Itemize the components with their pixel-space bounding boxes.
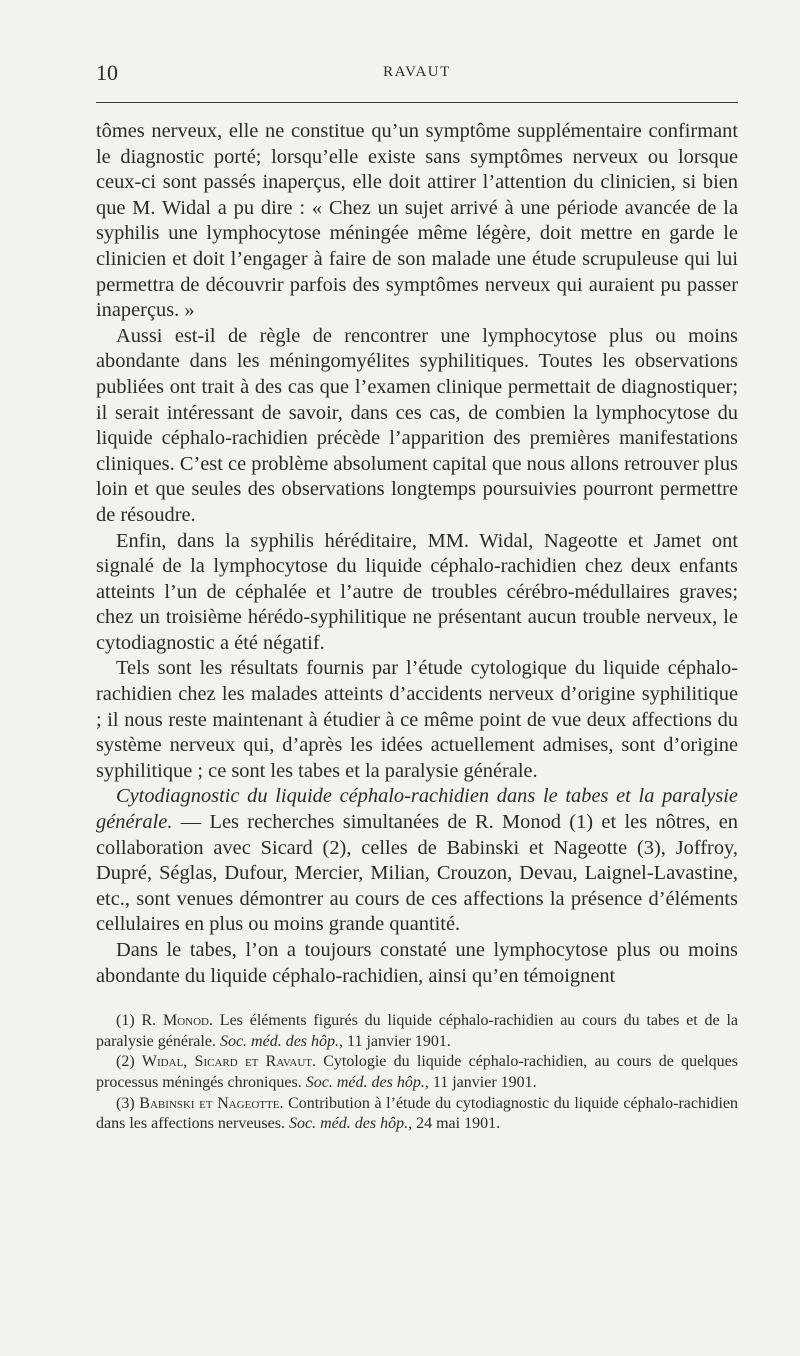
paragraph-5-text: — Les recherches simultanées de R. Monod (1) et les nôtres, en collaboration avec Sicard (2), celles de Babinski et Nageotte (3), Joffroy, Dupré, Séglas, Dufour, Mercier, Milian, Crouzon, Devau, Laignel-Lavastine, etc., sont venues démontrer au cours de ces affections la présence d’éléments cellulaires en plus ou moins grande quantité. — [96, 811, 738, 936]
paragraph-3: Enfin, dans la syphilis héréditaire, MM. Widal, Nageotte et Jamet ont signalé de la lymphocytose du liquide céphalo-rachidien chez deux enfants atteints l’un de céphalée et l’autre de troubles cérébro-médullaires graves; chez un troisième hérédo-syphilitique ne présentant aucun trouble nerveux, le cytodiagnostic a été négatif. — [96, 529, 738, 654]
footnote-3-date: , 24 mai 1901. — [408, 1115, 501, 1133]
body-text — [96, 119, 738, 989]
paragraph-5 — [96, 784, 738, 938]
footnote-2-number: (2) — [116, 1053, 142, 1071]
running-head: RAVAUT — [383, 64, 451, 80]
footnote-1-date: , 11 janvier 1901. — [339, 1032, 451, 1050]
footnote-3-journal: Soc. méd. des hôp. — [288, 1115, 409, 1133]
footnote-2-journal: Soc. méd. des hôp. — [305, 1073, 425, 1091]
footnote-1-authors: R. Monod. — [141, 1012, 213, 1030]
footnote-1 — [96, 1011, 738, 1052]
footnote-2-authors: Widal, Sicard et Ravaut. — [141, 1053, 316, 1071]
footnote-1-title: Les éléments figurés du liquide céphalo-rachidien au cours du tabes et de la paralysie générale. — [96, 1012, 738, 1050]
paragraph-6: Dans le tabes, l’on a toujours constaté une lymphocytose plus ou moins abondante du liquide céphalo-rachidien, ainsi qu’en témoignent — [96, 939, 738, 987]
page-header — [96, 58, 738, 88]
footnote-3-authors: Babinski et Nageotte. — [139, 1094, 284, 1112]
paragraph-1: tômes nerveux, elle ne constitue qu’un symptôme supplémentaire confirmant le diagnostic porté; lorsqu’elle existe sans symptômes nerveux ou lorsque ceux-ci sont passés inaperçus, elle doit attirer l’attention du clinicien, si bien que M. Widal a pu dire : « Chez un sujet arrivé à une période avancée de la syphilis une lymphocytose méningée même légère, doit mettre en garde le clinicien et doit l’engager à faire de son malade une étude scrupuleuse qui lui permettra de découvrir parfois des symptômes nerveux qui auraient pu passer inaperçus. » — [96, 120, 738, 322]
page — [96, 58, 738, 1135]
footnote-3-number: (3) — [116, 1094, 140, 1112]
paragraph-4: Tels sont les résultats fournis par l’étude cytologique du liquide céphalo-rachidien chez les malades atteints d’accidents nerveux d’origine syphilitique ; il nous reste maintenant à étudier à ce même point de vue deux affections du système nerveux qui, d’après les idées actuellement admises, sont d’origine syphilitique ; ce sont les tabes et la paralysie générale. — [96, 657, 738, 782]
section-heading: Cytodiagnostic du liquide céphalo-rachidien dans le tabes et la paralysie générale. — [96, 785, 738, 834]
footnotes — [96, 1011, 738, 1135]
header-rule — [96, 102, 738, 103]
footnote-1-journal: Soc. méd. des hôp. — [219, 1032, 340, 1050]
footnote-3-title: Contribution à l’étude du cytodiagnostic du liquide céphalo-rachidien dans les affections nerveuses. — [96, 1094, 738, 1133]
page-number: 10 — [96, 60, 118, 85]
footnote-2-date: , 11 janvier 1901. — [424, 1073, 537, 1091]
footnote-1-number: (1) — [116, 1012, 142, 1030]
footnote-3 — [96, 1094, 738, 1135]
footnote-2-title: Cytologie du liquide céphalo-rachidien, au cours de quelques processus méningés chroniques. — [96, 1053, 738, 1091]
paragraph-2: Aussi est-il de règle de rencontrer une lymphocytose plus ou moins abondante dans les méningomyélites syphilitiques. Toutes les observations publiées ont trait à des cas que l’examen clinique permettait de diagnostiquer; il serait intéressant de savoir, dans ces cas, de combien la lymphocytose du liquide céphalo-rachidien précède l’apparition des premières manifestations cliniques. C’est ce problème absolument capital que nous allons retrouver plus loin et que seules des observations longtemps poursuivies pourront permettre de résoudre. — [96, 324, 738, 526]
footnote-2 — [96, 1052, 738, 1093]
